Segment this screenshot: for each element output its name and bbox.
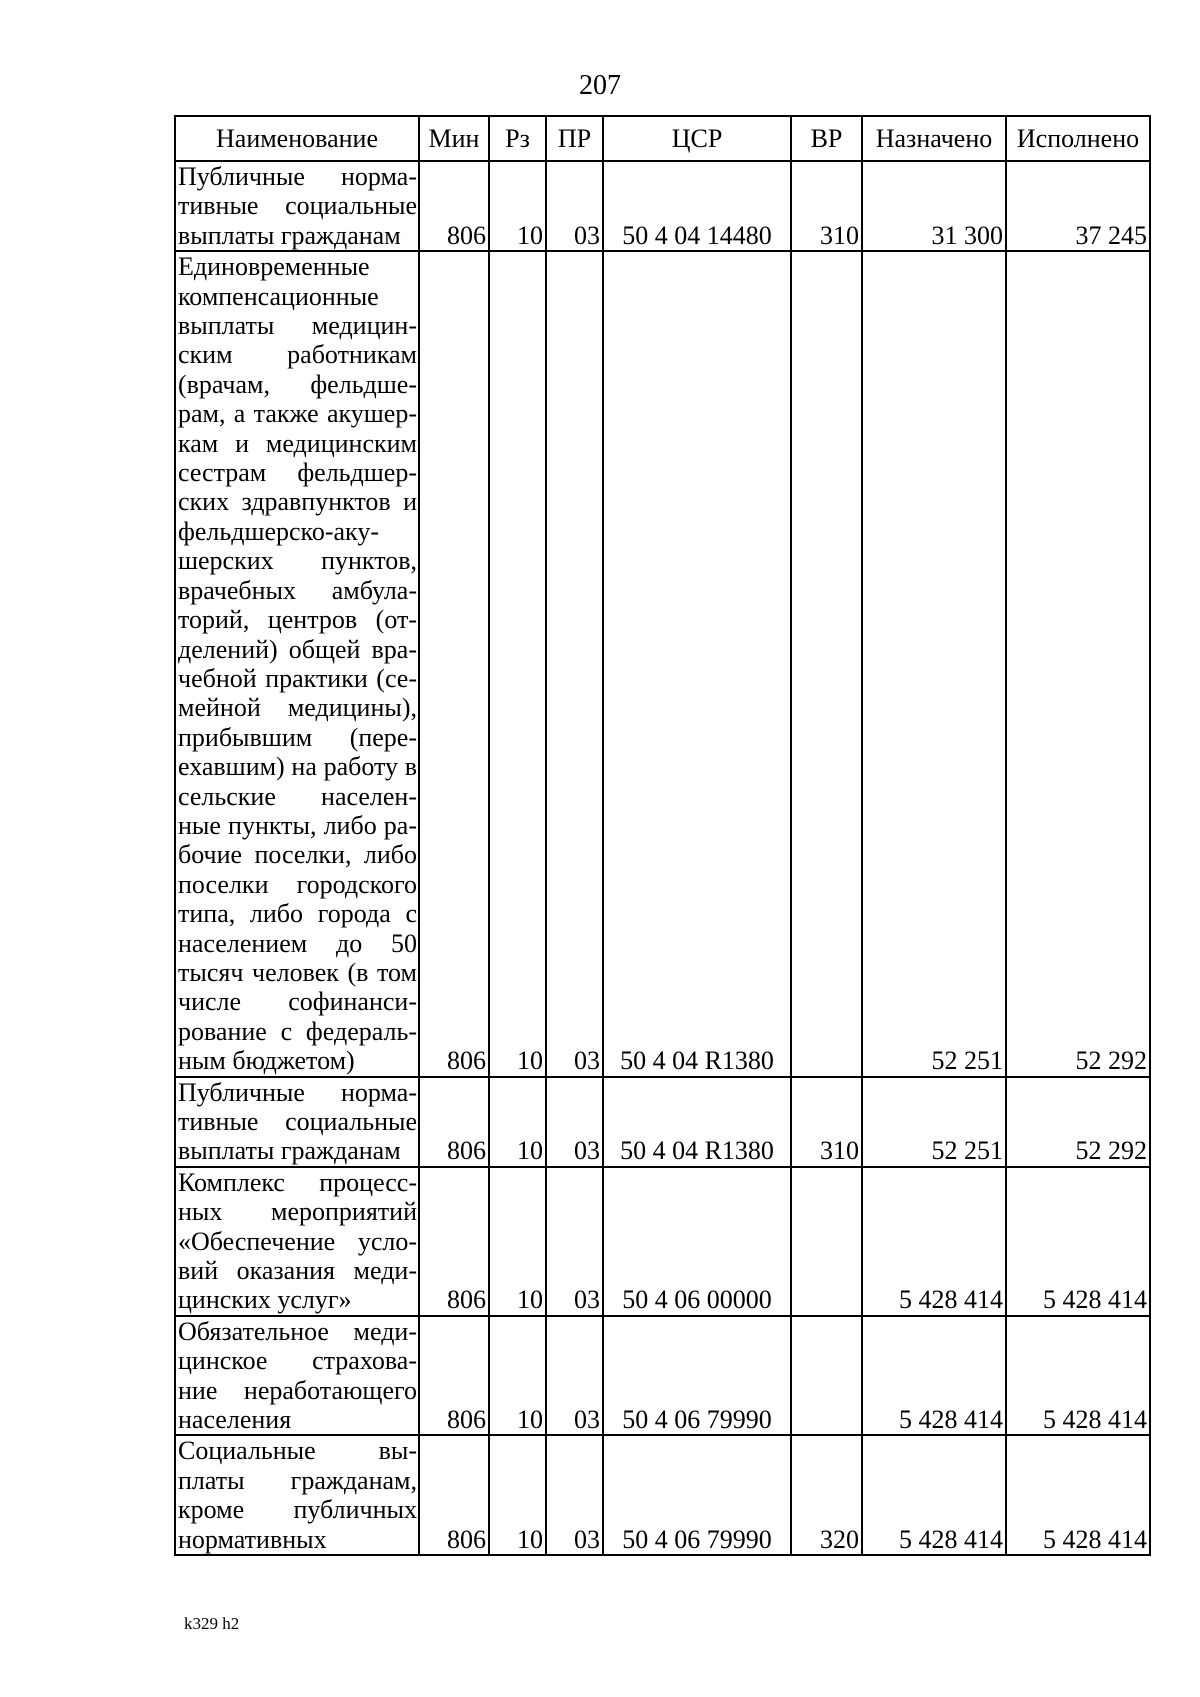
row-rz: 10 [489,251,546,1076]
row-name: Единовременные компенсационные выплаты медицин- ским работникам (врачам, фельдше- рам, а также акушер- кам и медицинским сестрам фельдшер- ских здравпунктов и фельдшерско-аку- шерских пунктов, врачебных амбула- торий, центров (от- делений) общей вра- чебной практики (се- мейной медицины), прибывшим (пере- ехавшим) на работу в сельские населен- ные пункты, либо ра- бочие поселки, либо поселки городского типа, либо города с населением до 50 тысяч человек (в том числе софинанси- рование с федераль- ным бюджетом) [175,251,419,1076]
row-min: 806 [419,1316,489,1436]
row-name: Обязательное меди- цинское страхова- ние неработающего населения [175,1316,419,1436]
row-vr [791,1167,862,1316]
row-min: 806 [419,1077,489,1167]
row-csr: 50 4 06 79990 [603,1435,791,1555]
row-csr: 50 4 04 R1380 [603,251,791,1076]
row-csr: 50 4 06 79990 [603,1316,791,1436]
row-executed: 52 292 [1006,251,1150,1076]
row-name: Социальные вы- платы гражданам, кроме публичных нормативных [175,1435,419,1555]
row-rz: 10 [489,161,546,251]
row-pr: 03 [546,1167,603,1316]
row-assigned: 5 428 414 [862,1167,1006,1316]
footer-code: k329 h2 [184,1614,240,1633]
row-pr: 03 [546,251,603,1076]
row-assigned: 31 300 [862,161,1006,251]
row-min: 806 [419,1435,489,1555]
row-csr: 50 4 04 R1380 [603,1077,791,1167]
row-min: 806 [419,161,489,251]
row-min: 806 [419,1167,489,1316]
row-min: 806 [419,251,489,1076]
row-csr: 50 4 06 00000 [603,1167,791,1316]
row-executed: 5 428 414 [1006,1435,1150,1555]
row-assigned: 5 428 414 [862,1316,1006,1436]
row-rz: 10 [489,1167,546,1316]
row-name: Комплекс процесс- ных мероприятий «Обеспечение усло- вий оказания меди- цинских услуг» [175,1167,419,1316]
row-pr: 03 [546,1435,603,1555]
header-min: Мин [419,116,489,161]
row-assigned: 52 251 [862,1077,1006,1167]
row-executed: 5 428 414 [1006,1316,1150,1436]
header-csr: ЦСР [603,116,791,161]
row-vr: 310 [791,1077,862,1167]
budget-table [174,115,1151,1556]
table-row [175,1435,1150,1555]
header-pr: ПР [546,116,603,161]
row-assigned: 52 251 [862,251,1006,1076]
row-rz: 10 [489,1435,546,1555]
row-pr: 03 [546,161,603,251]
row-executed: 37 245 [1006,161,1150,251]
header-name: Наименование [175,116,419,161]
row-rz: 10 [489,1077,546,1167]
table-row [175,1167,1150,1316]
row-assigned: 5 428 414 [862,1435,1006,1555]
row-vr: 310 [791,161,862,251]
table-row [175,1316,1150,1436]
row-pr: 03 [546,1316,603,1436]
row-rz: 10 [489,1316,546,1436]
header-assigned: Назначено [862,116,1006,161]
row-vr [791,1316,862,1436]
header-rz: Рз [489,116,546,161]
table-row [175,161,1150,251]
page-number: 207 [579,70,621,101]
row-executed: 52 292 [1006,1077,1150,1167]
row-pr: 03 [546,1077,603,1167]
row-vr [791,251,862,1076]
row-name: Публичные норма- тивные социальные выплаты гражданам [175,161,419,251]
row-csr: 50 4 04 14480 [603,161,791,251]
table-row [175,251,1150,1076]
header-vr: ВР [791,116,862,161]
header-executed: Исполнено [1006,116,1150,161]
row-name: Публичные норма- тивные социальные выплаты гражданам [175,1077,419,1167]
table-row [175,1077,1150,1167]
row-executed: 5 428 414 [1006,1167,1150,1316]
table-header-row [175,116,1150,161]
row-vr: 320 [791,1435,862,1555]
